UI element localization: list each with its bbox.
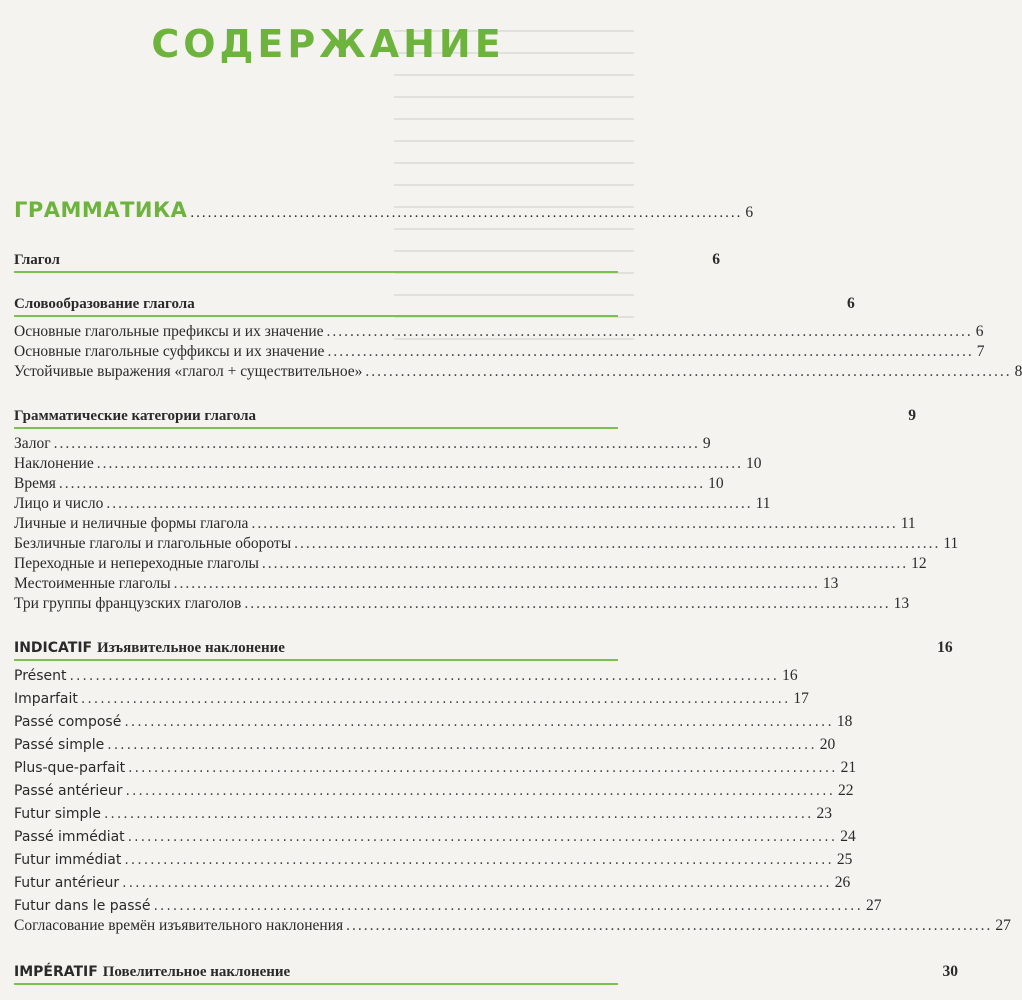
toc-label-fr: INDICATIF <box>14 640 93 656</box>
toc-label: Passé antérieur <box>14 783 123 799</box>
toc-chapter-verb[interactable] <box>14 250 720 270</box>
toc-leader: .............................................................................................................. <box>244 595 891 612</box>
toc-leader: .............................................................................................................. <box>80 691 791 707</box>
green-rule <box>14 659 618 661</box>
toc-page-number: 21 <box>840 759 857 776</box>
toc-page-number: 26 <box>834 874 851 891</box>
toc-leader: .............................................................................................................. <box>124 714 834 730</box>
toc-label: ГРАММАТИКА <box>14 198 188 222</box>
toc-page-number: 6 <box>975 323 984 340</box>
toc-page-number: 6 <box>846 295 855 312</box>
toc-item[interactable] <box>14 735 836 755</box>
toc-label: Основные глагольные префиксы и их значение <box>14 323 324 340</box>
toc-leader: .............................................................................................................. <box>261 555 909 572</box>
toc-heading-indicatif[interactable] <box>14 638 953 658</box>
toc-item[interactable] <box>14 342 985 362</box>
toc-label: Залог <box>14 435 51 452</box>
toc-page-number: 11 <box>900 515 916 532</box>
toc-label: Futur simple <box>14 806 101 822</box>
toc-label: Глагол <box>14 252 60 268</box>
toc-leader: .............................................................................................................. <box>106 495 753 512</box>
toc-label: Устойчивые выражения «глагол + существительное» <box>14 363 363 380</box>
toc-page-number: 7 <box>976 343 985 360</box>
toc-label: Три группы французских глаголов <box>14 595 242 612</box>
toc-page-number: 16 <box>782 667 798 684</box>
toc-item[interactable] <box>14 322 984 342</box>
toc-label: Согласование времён изъявительного наклонения <box>14 917 344 934</box>
toc-item[interactable] <box>14 896 882 916</box>
toc-item[interactable] <box>14 850 853 870</box>
toc-leader: .............................................................................................................. <box>346 917 993 934</box>
toc-label: Время <box>14 475 56 492</box>
toc-leader: ................................................................................................ <box>190 205 743 221</box>
toc-label <box>14 962 290 982</box>
toc-label: Личные и неличные формы глагола <box>14 515 249 532</box>
toc-label: Безличные глаголы и глагольные обороты <box>14 535 292 552</box>
toc-page-number: 9 <box>908 407 917 424</box>
green-rule <box>14 983 618 985</box>
toc-leader: .............................................................................................................. <box>53 435 700 452</box>
toc-label: Futur antérieur <box>14 875 120 891</box>
toc-page-number: 10 <box>708 475 724 492</box>
toc-item[interactable] <box>14 494 771 514</box>
toc-item[interactable] <box>14 827 856 847</box>
toc-label: Imparfait <box>14 691 78 707</box>
toc-page-number: 16 <box>937 639 953 656</box>
toc-leader: .............................................................................................................. <box>125 783 836 799</box>
toc-label: Présent <box>14 668 67 684</box>
toc-leader: .............................................................................................................. <box>127 829 838 845</box>
toc-page-number: 17 <box>793 690 809 707</box>
toc-label: Лицо и число <box>14 495 104 512</box>
page-title: СОДЕРЖАНИЕ <box>151 22 505 66</box>
toc-page-number: 23 <box>816 805 832 822</box>
toc-page-number: 27 <box>995 917 1011 934</box>
toc-label: Словообразование глагола <box>14 296 195 312</box>
toc-label-fr: IMPÉRATIF <box>14 964 98 980</box>
toc-label: Переходные и непереходные глаголы <box>14 555 259 572</box>
toc-item[interactable] <box>14 873 851 893</box>
toc-label: Наклонение <box>14 455 94 472</box>
toc-page-number: 13 <box>893 595 910 612</box>
green-rule <box>14 271 618 273</box>
toc-leader: .............................................................................................................. <box>103 806 814 822</box>
toc-item[interactable] <box>14 804 832 824</box>
toc-page-number: 8 <box>1014 363 1022 380</box>
toc-leader: .............................................................................................................. <box>69 668 780 684</box>
toc-item[interactable] <box>14 594 910 614</box>
toc-label: Futur dans le passé <box>14 898 151 914</box>
toc-page-number: 9 <box>702 435 711 452</box>
toc-item[interactable] <box>14 454 762 474</box>
toc-page-number: 24 <box>840 828 856 845</box>
toc-heading-grammar-categories[interactable] <box>14 406 917 426</box>
toc-label: Passé immédiat <box>14 829 125 845</box>
toc-leader: .............................................................................................................. <box>96 455 743 472</box>
toc-item[interactable] <box>14 758 857 778</box>
toc-leader: .............................................................................................................. <box>128 760 838 776</box>
toc-page-number: 12 <box>911 555 927 572</box>
toc-page-number: 25 <box>836 851 853 868</box>
toc-label: Plus-que-parfait <box>14 760 126 776</box>
toc-label: Грамматические категории глагола <box>14 408 257 424</box>
toc-item[interactable] <box>14 574 839 594</box>
toc-item[interactable] <box>14 362 1022 382</box>
toc-page-number: 10 <box>745 455 762 472</box>
toc-leader: .............................................................................................................. <box>107 737 817 753</box>
toc-leader: .............................................................................................................. <box>294 535 941 552</box>
toc-page-number: 6 <box>745 204 754 221</box>
toc-label: Местоименные глаголы <box>14 575 171 592</box>
toc-section-grammar[interactable] <box>14 198 754 222</box>
toc-leader: .............................................................................................................. <box>251 515 898 532</box>
toc-leader: .............................................................................................................. <box>124 852 834 868</box>
toc-item[interactable] <box>14 514 916 534</box>
toc-label <box>14 638 285 658</box>
toc-label-ru: Изъявительное наклонение <box>96 640 285 656</box>
toc-item[interactable] <box>14 916 1011 936</box>
toc-page-number: 27 <box>865 897 882 914</box>
toc-item[interactable] <box>14 666 798 686</box>
toc-label: Основные глагольные суффиксы и их значение <box>14 343 325 360</box>
toc-item[interactable] <box>14 534 959 554</box>
toc-page-number: 11 <box>943 535 959 552</box>
toc-page-number: 11 <box>755 495 771 512</box>
toc-item[interactable] <box>14 712 853 732</box>
toc-leader: .............................................................................................................. <box>173 575 820 592</box>
toc-leader: .............................................................................................................. <box>122 875 832 891</box>
green-rule <box>14 427 618 429</box>
toc-label-ru: Повелительное наклонение <box>102 964 291 980</box>
toc-heading-imperatif[interactable] <box>14 962 958 982</box>
toc-item[interactable] <box>14 474 724 494</box>
toc-page-number: 13 <box>822 575 839 592</box>
toc-page-number: 18 <box>836 713 853 730</box>
toc-label: Passé composé <box>14 714 122 730</box>
toc-page-number: 6 <box>712 251 720 268</box>
toc-leader: .............................................................................................................. <box>365 363 1012 380</box>
toc-page-number: 30 <box>942 963 958 980</box>
green-rule <box>14 315 618 317</box>
toc-leader: .............................................................................................................. <box>58 475 706 492</box>
toc-label: Passé simple <box>14 737 105 753</box>
toc-item[interactable] <box>14 689 809 709</box>
toc-item[interactable] <box>14 781 854 801</box>
toc-page-number: 20 <box>819 736 836 753</box>
toc-leader: .............................................................................................................. <box>153 898 863 914</box>
toc-item[interactable] <box>14 434 711 454</box>
toc-item[interactable] <box>14 554 927 574</box>
toc-label: Futur immédiat <box>14 852 122 868</box>
toc-heading-word-formation[interactable] <box>14 294 855 314</box>
toc-leader: .............................................................................................................. <box>327 343 974 360</box>
toc-leader: .............................................................................................................. <box>326 323 973 340</box>
toc-page-number: 22 <box>838 782 854 799</box>
